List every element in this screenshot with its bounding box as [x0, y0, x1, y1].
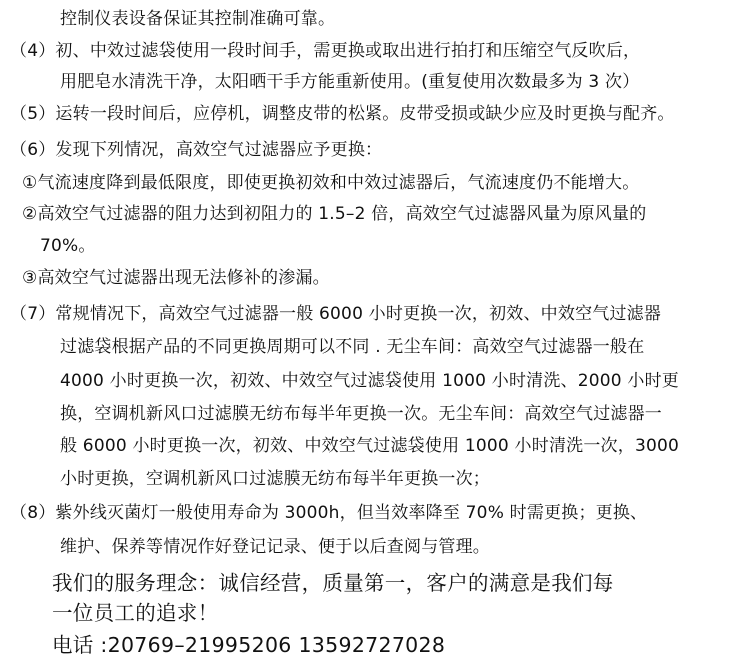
text-line: 4000 小时更换一次，初效、中效空气过滤袋使用 1000 小时清洗、2000 小时更 — [60, 371, 680, 391]
text-line: （8）紫外线灭菌灯一般使用寿命为 3000h，但当效率降至 70% 时需更换；更换、 — [10, 503, 648, 523]
text-line: ②高效空气过滤器的阻力达到初阻力的 1.5–2 倍，高效空气过滤器风量为原风量的 — [22, 204, 647, 224]
phone-number: 电话 :20769–21995206 13592727028 — [52, 633, 446, 657]
text-line: 控制仪表设备保证其控制准确可靠。 — [60, 9, 336, 29]
text-line: 过滤袋根据产品的不同更换周期可以不同 . 无尘车间：高效空气过滤器一般在 — [60, 337, 645, 357]
text-line: 70%。 — [40, 236, 96, 256]
text-line: 用肥皂水清洗干净，太阳晒干手方能重新使用。(重复使用次数最多为 3 次） — [60, 72, 640, 92]
text-line: （7）常规情况下，高效空气过滤器一般 6000 小时更换一次，初效、中效空气过滤器 — [10, 304, 662, 324]
slogan-line: 一位员工的追求！ — [52, 601, 219, 625]
text-line: ③高效空气过滤器出现无法修补的渗漏。 — [22, 268, 330, 288]
slogan-line: 我们的服务理念：诚信经营，质量第一，客户的满意是我们每 — [52, 571, 614, 595]
text-line: 般 6000 小时更换一次，初效、中效空气过滤袋使用 1000 小时清洗一次，3000 — [60, 436, 680, 456]
text-line: ①气流速度降到最低限度，即使更换初效和中效过滤器后，气流速度仍不能增大。 — [22, 173, 640, 193]
text-line: （5）运转一段时间后，应停机，调整皮带的松紧。皮带受损或缺少应及时更换与配齐。 — [10, 104, 675, 124]
text-line: 小时更换，空调机新风口过滤膜无纺布每半年更换一次； — [60, 469, 490, 489]
text-line: 维护、保养等情况作好登记记录、便于以后查阅与管理。 — [60, 537, 490, 557]
text-line: 换，空调机新风口过滤膜无纺布每半年更换一次。无尘车间：高效空气过滤器一 — [60, 404, 662, 424]
text-line: （6）发现下列情况，高效空气过滤器应予更换： — [10, 140, 383, 160]
text-line: （4）初、中效过滤袋使用一段时间手，需更换或取出进行拍打和压缩空气反吹后， — [10, 41, 641, 61]
